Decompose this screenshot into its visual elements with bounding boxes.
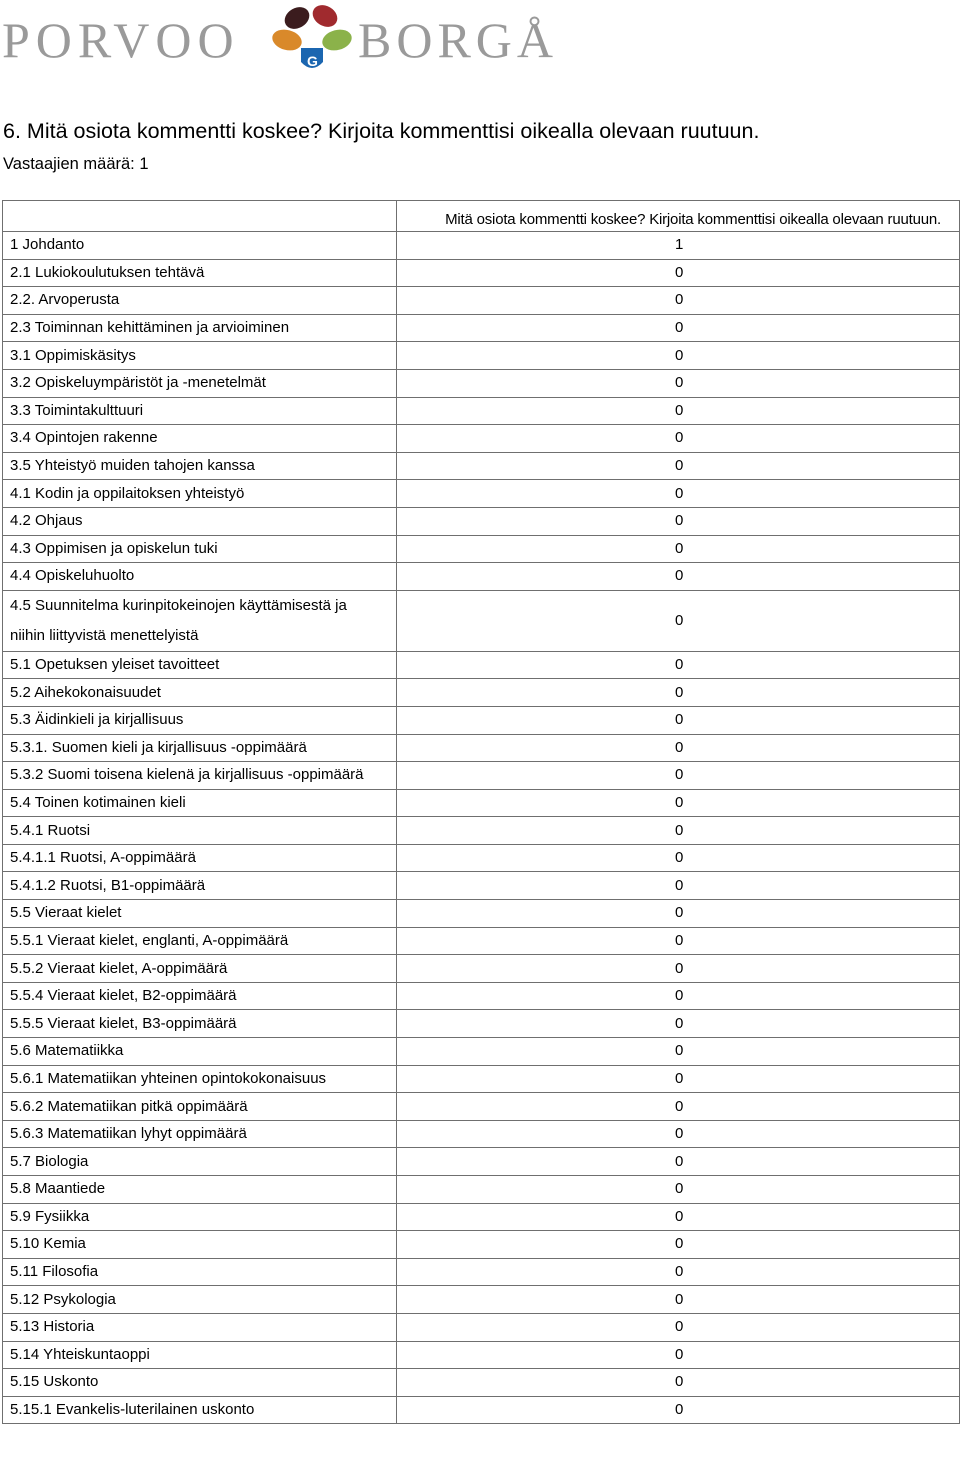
row-label: 1 Johdanto (3, 232, 397, 260)
row-label: 5.5.1 Vieraat kielet, englanti, A-oppimäärä (3, 927, 397, 955)
row-label: 3.1 Oppimiskäsitys (3, 342, 397, 370)
row-label: 5.5.2 Vieraat kielet, A-oppimäärä (3, 955, 397, 983)
row-value: 0 (397, 1065, 960, 1093)
logo-petal-dark (281, 3, 314, 33)
table-row (3, 927, 960, 955)
row-value: 0 (397, 1148, 960, 1176)
question-title: 6. Mitä osiota kommentti koskee? Kirjoita kommenttisi oikealla olevaan ruutuun. (3, 119, 760, 143)
row-value: 1 (397, 232, 960, 260)
row-label: 3.5 Yhteistyö muiden tahojen kanssa (3, 452, 397, 480)
row-label: 5.7 Biologia (3, 1148, 397, 1176)
row-label: 5.3.1. Suomen kieli ja kirjallisuus -oppimäärä (3, 734, 397, 762)
table-row (3, 342, 960, 370)
row-label: 5.6.1 Matematiikan yhteinen opintokokonaisuus (3, 1065, 397, 1093)
row-value: 0 (397, 734, 960, 762)
row-label: 5.15 Uskonto (3, 1369, 397, 1397)
table-row (3, 287, 960, 315)
row-value: 0 (397, 1369, 960, 1397)
table-row (3, 1176, 960, 1204)
table-row (3, 1065, 960, 1093)
row-value: 0 (397, 563, 960, 591)
row-value: 0 (397, 535, 960, 563)
table-row (3, 452, 960, 480)
row-value: 0 (397, 314, 960, 342)
row-label: 5.8 Maantiede (3, 1176, 397, 1204)
row-value: 0 (397, 1038, 960, 1066)
row-value: 0 (397, 872, 960, 900)
row-label: 3.2 Opiskeluympäristöt ja -menetelmät (3, 369, 397, 397)
row-value: 0 (397, 507, 960, 535)
row-value: 0 (397, 817, 960, 845)
row-value: 0 (397, 679, 960, 707)
logo-petal-orange (270, 26, 304, 53)
row-value: 0 (397, 844, 960, 872)
row-value: 0 (397, 789, 960, 817)
logo-shield-letter: G (307, 53, 318, 69)
respondent-count (3, 152, 149, 176)
table-row (3, 817, 960, 845)
row-label: 2.3 Toiminnan kehittäminen ja arvioiminen (3, 314, 397, 342)
row-label: 5.6 Matematiikka (3, 1038, 397, 1066)
row-label: 5.3 Äidinkieli ja kirjallisuus (3, 706, 397, 734)
row-label: 5.5.4 Vieraat kielet, B2-oppimäärä (3, 982, 397, 1010)
row-value: 0 (397, 1176, 960, 1204)
table-row (3, 1369, 960, 1397)
table-row (3, 1258, 960, 1286)
row-label: 5.5 Vieraat kielet (3, 900, 397, 928)
table-row (3, 1148, 960, 1176)
row-value: 0 (397, 982, 960, 1010)
row-value: 0 (397, 1341, 960, 1369)
table-row (3, 955, 960, 983)
logo-petal-green (320, 26, 354, 53)
row-label: 5.4 Toinen kotimainen kieli (3, 789, 397, 817)
row-value: 0 (397, 955, 960, 983)
table-row (3, 369, 960, 397)
row-label: 5.1 Opetuksen yleiset tavoitteet (3, 651, 397, 679)
row-label: 5.12 Psykologia (3, 1286, 397, 1314)
row-value: 0 (397, 342, 960, 370)
table-header-row (3, 201, 960, 232)
table-row (3, 1203, 960, 1231)
row-label: 4.2 Ohjaus (3, 507, 397, 535)
table-row (3, 982, 960, 1010)
table-row (3, 232, 960, 260)
row-value: 0 (397, 590, 960, 651)
row-label: 4.5 Suunnitelma kurinpitokeinojen käyttämisestä ja niihin liittyvistä menettelyistä (3, 590, 397, 651)
row-value: 0 (397, 287, 960, 315)
row-value: 0 (397, 1313, 960, 1341)
logo-left-text: PORVOO (2, 12, 240, 68)
table-row (3, 1286, 960, 1314)
row-value: 0 (397, 1286, 960, 1314)
table-row (3, 900, 960, 928)
row-value: 0 (397, 1120, 960, 1148)
row-value: 0 (397, 762, 960, 790)
table-row (3, 590, 960, 651)
row-value: 0 (397, 369, 960, 397)
row-value: 0 (397, 397, 960, 425)
row-value: 0 (397, 1010, 960, 1038)
row-label: 5.6.2 Matematiikan pitkä oppimäärä (3, 1093, 397, 1121)
row-label: 3.4 Opintojen rakenne (3, 425, 397, 453)
row-label: 4.3 Oppimisen ja opiskelun tuki (3, 535, 397, 563)
row-value: 0 (397, 452, 960, 480)
row-label: 5.3.2 Suomi toisena kielenä ja kirjallisuus -oppimäärä (3, 762, 397, 790)
results-table (2, 200, 960, 1424)
row-label: 3.3 Toimintakulttuuri (3, 397, 397, 425)
table-row (3, 1396, 960, 1424)
table-row (3, 507, 960, 535)
porvoo-borga-logo (0, 0, 600, 80)
table-row (3, 259, 960, 287)
table-row (3, 789, 960, 817)
row-label: 5.6.3 Matematiikan lyhyt oppimäärä (3, 1120, 397, 1148)
row-label: 2.1 Lukiokoulutuksen tehtävä (3, 259, 397, 287)
respondent-count-value: 1 (139, 155, 149, 173)
row-label: 4.1 Kodin ja oppilaitoksen yhteistyö (3, 480, 397, 508)
row-label: 5.4.1.1 Ruotsi, A-oppimäärä (3, 844, 397, 872)
row-value: 0 (397, 1396, 960, 1424)
row-label: 5.11 Filosofia (3, 1258, 397, 1286)
table-row (3, 1341, 960, 1369)
table-row (3, 762, 960, 790)
table-row (3, 1093, 960, 1121)
row-value: 0 (397, 480, 960, 508)
row-label: 5.5.5 Vieraat kielet, B3-oppimäärä (3, 1010, 397, 1038)
row-label: 5.9 Fysiikka (3, 1203, 397, 1231)
logo-right-text: BORGÅ (358, 12, 559, 68)
row-value: 0 (397, 706, 960, 734)
row-value: 0 (397, 900, 960, 928)
row-value: 0 (397, 1258, 960, 1286)
table-row (3, 397, 960, 425)
table-column-header: Mitä osiota kommentti koskee? Kirjoita kommenttisi oikealla olevaan ruutuun. (397, 201, 960, 232)
row-value: 0 (397, 1093, 960, 1121)
row-label: 4.4 Opiskeluhuolto (3, 563, 397, 591)
table-body (3, 232, 960, 1424)
table-row (3, 480, 960, 508)
row-value: 0 (397, 651, 960, 679)
table-row (3, 844, 960, 872)
table-row (3, 563, 960, 591)
row-label: 5.10 Kemia (3, 1231, 397, 1259)
table-row (3, 734, 960, 762)
logo-graphic (0, 0, 600, 80)
row-label: 5.14 Yhteiskuntaoppi (3, 1341, 397, 1369)
table-row (3, 314, 960, 342)
table-row (3, 706, 960, 734)
row-value: 0 (397, 425, 960, 453)
respondent-count-label: Vastaajien määrä: (3, 155, 135, 173)
row-label: 5.4.1 Ruotsi (3, 817, 397, 845)
row-value: 0 (397, 927, 960, 955)
row-label: 5.13 Historia (3, 1313, 397, 1341)
row-value: 0 (397, 259, 960, 287)
table-row (3, 535, 960, 563)
table-row (3, 1313, 960, 1341)
table-row (3, 1120, 960, 1148)
row-label: 5.2 Aihekokonaisuudet (3, 679, 397, 707)
table-row (3, 425, 960, 453)
row-value: 0 (397, 1231, 960, 1259)
table-row (3, 1038, 960, 1066)
table-row (3, 872, 960, 900)
table-row (3, 1231, 960, 1259)
table-row (3, 651, 960, 679)
row-label: 5.15.1 Evankelis-luterilainen uskonto (3, 1396, 397, 1424)
row-label: 2.2. Arvoperusta (3, 287, 397, 315)
table-row (3, 679, 960, 707)
table-row (3, 1010, 960, 1038)
logo-petal-red (309, 1, 342, 31)
row-label: 5.4.1.2 Ruotsi, B1-oppimäärä (3, 872, 397, 900)
row-value: 0 (397, 1203, 960, 1231)
table-header-empty-cell (3, 201, 397, 232)
logo-emblem (270, 1, 354, 69)
